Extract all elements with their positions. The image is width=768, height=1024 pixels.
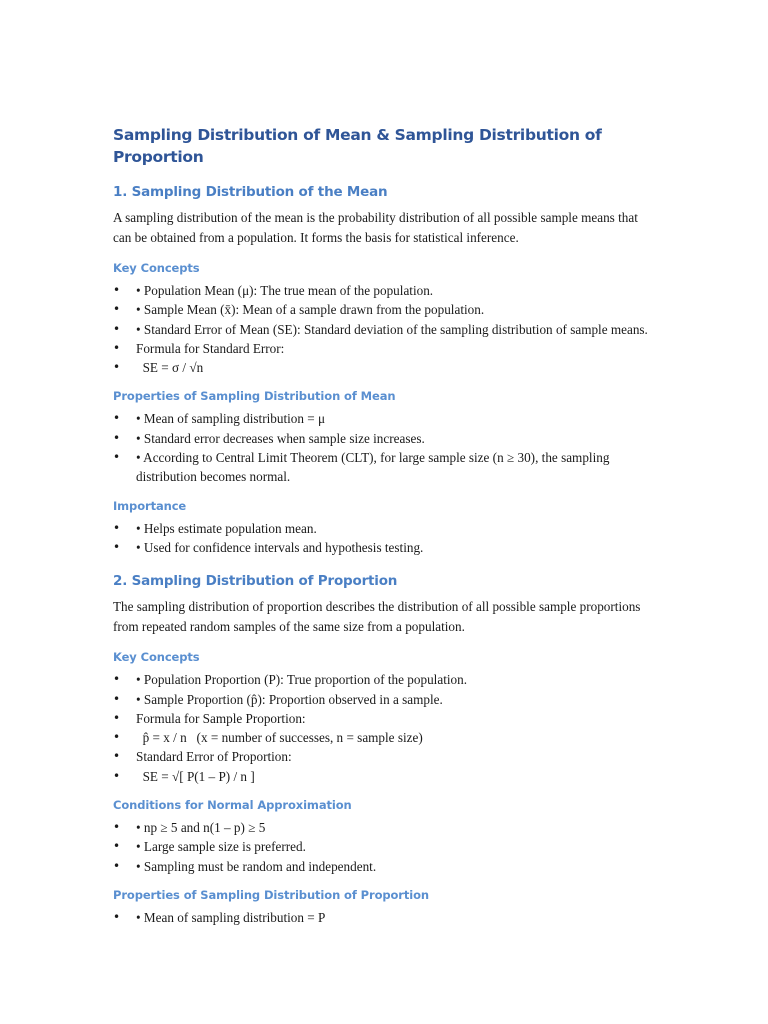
bullet-icon: • [113, 430, 121, 445]
section-2-key-concepts-list [113, 670, 653, 786]
list-item: • • Mean of sampling distribution = P [113, 908, 653, 927]
section-2-properties-heading: Properties of Sampling Distribution of Proportion [113, 887, 429, 902]
list-item: • p̂ = x / n (x = number of successes, n = sample size) [113, 728, 653, 747]
bullet-icon: • [113, 820, 121, 835]
section-2-heading: 2. Sampling Distribution of Proportion [113, 573, 398, 590]
bullet-icon: • [113, 691, 121, 706]
list-item: • • np ≥ 5 and n(1 – p) ≥ 5 [113, 818, 653, 837]
section-1-properties-list [113, 409, 653, 486]
bullet-icon: • [113, 302, 121, 317]
list-item: • Formula for Sample Proportion: [113, 709, 653, 728]
bullet-icon: • [113, 360, 121, 375]
document-content [113, 124, 653, 937]
list-item: • • According to Central Limit Theorem (CLT), for large sample size (n ≥ 30), the sampling distribution becomes normal. [113, 450, 610, 485]
section-2-properties-list [113, 908, 653, 927]
document-title: Sampling Distribution of Mean & Sampling Distribution of Proportion [113, 126, 602, 166]
section-1-key-concepts-heading: Key Concepts [113, 261, 200, 275]
bullet-icon: • [113, 321, 121, 336]
list-item: • SE = σ / √n [113, 358, 653, 377]
bullet-icon: • [113, 749, 121, 764]
bullet-icon: • [113, 450, 121, 465]
bullet-icon: • [113, 909, 121, 924]
section-1-key-concepts-list [113, 281, 653, 377]
bullet-icon: • [113, 730, 121, 745]
section-1-properties-heading: Properties of Sampling Distribution of Mean [113, 389, 396, 404]
list-item: • • Large sample size is preferred. [113, 837, 653, 856]
list-item: • • Standard Error of Mean (SE): Standard deviation of the sampling distribution of sample means. [113, 320, 653, 339]
list-item: • • Standard error decreases when sample size increases. [113, 429, 653, 448]
list-item: • • Population Mean (μ): The true mean of the population. [113, 281, 653, 300]
bullet-icon: • [113, 768, 121, 783]
list-item: • Formula for Standard Error: [113, 339, 653, 358]
section-1-intro: A sampling distribution of the mean is the probability distribution of all possible sample means that can be obtained from a population. It forms the basis for statistical inference. [113, 210, 638, 245]
section-2-key-concepts-heading: Key Concepts [113, 650, 200, 665]
bullet-icon: • [113, 520, 121, 535]
list-item: • • Sample Mean (x̄): Mean of a sample drawn from the population. [113, 300, 653, 319]
bullet-icon: • [113, 283, 121, 297]
list-item: • • Sampling must be random and independent. [113, 857, 653, 876]
bullet-icon: • [113, 839, 121, 854]
list-item: • • Used for confidence intervals and hypothesis testing. [113, 538, 653, 557]
list-item: • • Helps estimate population mean. [113, 519, 653, 538]
list-item: • • Sample Proportion (p̂): Proportion observed in a sample. [113, 690, 653, 709]
list-item: • • Population Proportion (P): True proportion of the population. [113, 670, 653, 689]
section-2-intro: The sampling distribution of proportion describes the distribution of all possible sample proportions from repeated random samples of the same size from a population. [113, 599, 641, 634]
bullet-icon: • [113, 710, 121, 725]
bullet-icon: • [113, 411, 121, 426]
section-2-conditions-heading: Conditions for Normal Approximation [113, 798, 352, 813]
bullet-icon: • [113, 672, 121, 687]
section-1-importance-heading: Importance [113, 498, 187, 513]
section-2-conditions-list [113, 818, 653, 876]
list-item: • SE = √[ P(1 – P) / n ] [113, 767, 653, 786]
list-item: • Standard Error of Proportion: [113, 747, 653, 766]
section-1-heading: 1. Sampling Distribution of the Mean [113, 184, 388, 200]
bullet-icon: • [113, 539, 121, 554]
bullet-icon: • [113, 858, 121, 873]
section-1-importance-list [113, 519, 653, 558]
list-item: • • Mean of sampling distribution = μ [113, 409, 653, 428]
bullet-icon: • [113, 340, 121, 355]
